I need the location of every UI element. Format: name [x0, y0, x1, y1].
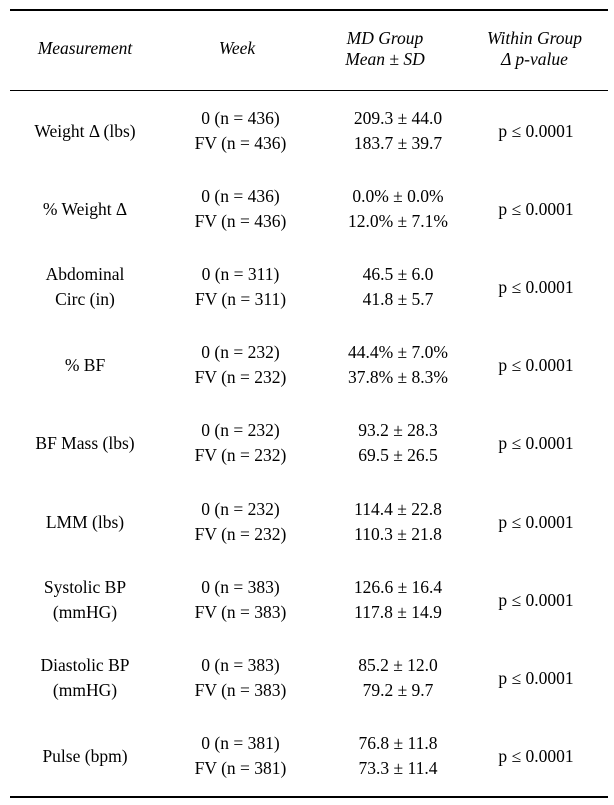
md-group-cell-text: 69.5 ± 26.5 [358, 445, 438, 465]
week-cell [173, 106, 308, 156]
measurement-cell-text: LMM (lbs) [45, 511, 125, 532]
week-cell-text: FV (n = 383) [194, 680, 287, 700]
measurement-cell [10, 340, 160, 390]
week-cell [173, 731, 308, 781]
week-cell [173, 575, 308, 625]
header-p-line1: Within Group [486, 28, 583, 48]
table-row [10, 184, 608, 234]
measurement-cell-text: % Weight Δ [42, 198, 128, 219]
table-row [10, 575, 608, 625]
header-md-group [305, 28, 465, 70]
md-group-cell [313, 497, 483, 547]
header-measurement-label: Measurement [37, 38, 133, 58]
md-group-cell-text: 110.3 ± 21.8 [354, 524, 442, 544]
week-cell-text: 0 (n = 383) [201, 655, 280, 675]
week-cell [173, 184, 308, 234]
md-group-cell-text: 37.8% ± 8.3% [347, 367, 448, 387]
measurement-cell-text: BF Mass (lbs) [35, 432, 135, 453]
md-group-cell-text: 209.3 ± 44.0 [353, 108, 443, 128]
p-value-cell-text: p ≤ 0.0001 [498, 589, 574, 610]
week-cell [173, 497, 308, 547]
week-cell-text: FV (n = 232) [194, 445, 287, 465]
week-cell-text: FV (n = 232) [194, 367, 287, 387]
md-group-cell [313, 731, 483, 781]
md-group-cell [313, 418, 483, 468]
p-value-cell-text: p ≤ 0.0001 [498, 432, 574, 453]
p-value-cell [465, 340, 607, 390]
md-group-cell-text: 79.2 ± 9.7 [362, 680, 434, 700]
measurement-cell [10, 418, 160, 468]
md-group-cell-text: 183.7 ± 39.7 [353, 133, 443, 153]
header-measurement [20, 38, 150, 59]
md-group-cell-text: 93.2 ± 28.3 [358, 420, 438, 440]
week-cell-text: 0 (n = 436) [201, 108, 280, 128]
header-md-line2: Mean ± SD [345, 49, 425, 69]
table-row [10, 262, 608, 312]
p-value-cell [465, 106, 607, 156]
measurement-cell-text: Circ (in) [55, 289, 115, 309]
measurement-cell-text: (mmHG) [52, 602, 118, 622]
md-group-cell [313, 653, 483, 703]
md-group-cell [313, 106, 483, 156]
md-group-cell-text: 76.8 ± 11.8 [358, 733, 438, 753]
md-group-cell-text: 117.8 ± 14.9 [354, 602, 442, 622]
header-divider-rule [10, 90, 608, 91]
p-value-cell-text: p ≤ 0.0001 [498, 667, 574, 688]
header-week [178, 38, 296, 59]
week-cell-text: FV (n = 436) [194, 211, 287, 231]
md-group-cell-text: 12.0% ± 7.1% [347, 211, 448, 231]
measurement-cell-text: Diastolic BP [40, 655, 130, 675]
week-cell-text: 0 (n = 232) [201, 420, 280, 440]
table-row [10, 653, 608, 703]
week-cell-text: FV (n = 381) [194, 758, 287, 778]
measurement-cell [10, 106, 160, 156]
measurement-cell-text: Weight Δ (lbs) [34, 120, 136, 141]
header-md-line1: MD Group [346, 28, 424, 48]
measurement-cell [10, 262, 160, 312]
table-row [10, 497, 608, 547]
week-cell-text: FV (n = 436) [194, 133, 287, 153]
table-row [10, 418, 608, 468]
week-cell [173, 262, 308, 312]
p-value-cell [465, 731, 607, 781]
md-group-cell-text: 41.8 ± 5.7 [362, 289, 434, 309]
md-group-cell-text: 73.3 ± 11.4 [358, 758, 438, 778]
week-cell-text: 0 (n = 311) [201, 264, 280, 284]
measurement-cell-text: % BF [64, 354, 106, 375]
measurement-cell-text: Pulse (bpm) [42, 745, 128, 766]
week-cell [173, 340, 308, 390]
week-cell [173, 653, 308, 703]
table-bottom-rule [10, 796, 608, 798]
week-cell-text: 0 (n = 381) [201, 733, 280, 753]
md-group-cell [313, 184, 483, 234]
measurement-cell [10, 653, 160, 703]
table-row [10, 106, 608, 156]
header-within-group [462, 28, 607, 70]
measurement-cell-text: (mmHG) [52, 680, 118, 700]
md-group-cell-text: 114.4 ± 22.8 [354, 499, 442, 519]
week-cell-text: 0 (n = 232) [201, 499, 280, 519]
p-value-cell [465, 575, 607, 625]
table-row [10, 340, 608, 390]
table-top-rule [10, 9, 608, 11]
week-cell-text: FV (n = 383) [194, 602, 287, 622]
measurement-cell-text: Abdominal [45, 264, 125, 284]
md-group-cell-text: 46.5 ± 6.0 [362, 264, 434, 284]
p-value-cell-text: p ≤ 0.0001 [498, 745, 574, 766]
md-group-cell [313, 262, 483, 312]
week-cell-text: 0 (n = 436) [201, 186, 280, 206]
p-value-cell [465, 418, 607, 468]
week-cell-text: 0 (n = 232) [201, 342, 280, 362]
p-value-cell-text: p ≤ 0.0001 [498, 120, 574, 141]
week-cell-text: FV (n = 232) [194, 524, 287, 544]
measurement-cell [10, 497, 160, 547]
md-group-cell-text: 85.2 ± 12.0 [358, 655, 438, 675]
md-group-cell-text: 126.6 ± 16.4 [353, 577, 443, 597]
p-value-cell [465, 653, 607, 703]
table-row [10, 731, 608, 781]
md-group-cell-text: 44.4% ± 7.0% [347, 342, 448, 362]
p-value-cell-text: p ≤ 0.0001 [498, 354, 574, 375]
p-value-cell [465, 184, 607, 234]
measurement-cell-text: Systolic BP [43, 577, 127, 597]
header-p-line2: Δ p-value [501, 49, 568, 69]
week-cell-text: 0 (n = 383) [201, 577, 280, 597]
p-value-cell-text: p ≤ 0.0001 [498, 276, 574, 297]
p-value-cell-text: p ≤ 0.0001 [498, 198, 574, 219]
week-cell-text: FV (n = 311) [194, 289, 287, 309]
md-group-cell [313, 575, 483, 625]
measurement-cell [10, 184, 160, 234]
p-value-cell [465, 497, 607, 547]
p-value-cell [465, 262, 607, 312]
week-cell [173, 418, 308, 468]
measurement-cell [10, 731, 160, 781]
md-group-cell-text: 0.0% ± 0.0% [352, 186, 444, 206]
measurement-cell [10, 575, 160, 625]
p-value-cell-text: p ≤ 0.0001 [498, 511, 574, 532]
md-group-cell [313, 340, 483, 390]
header-week-label: Week [218, 38, 256, 58]
